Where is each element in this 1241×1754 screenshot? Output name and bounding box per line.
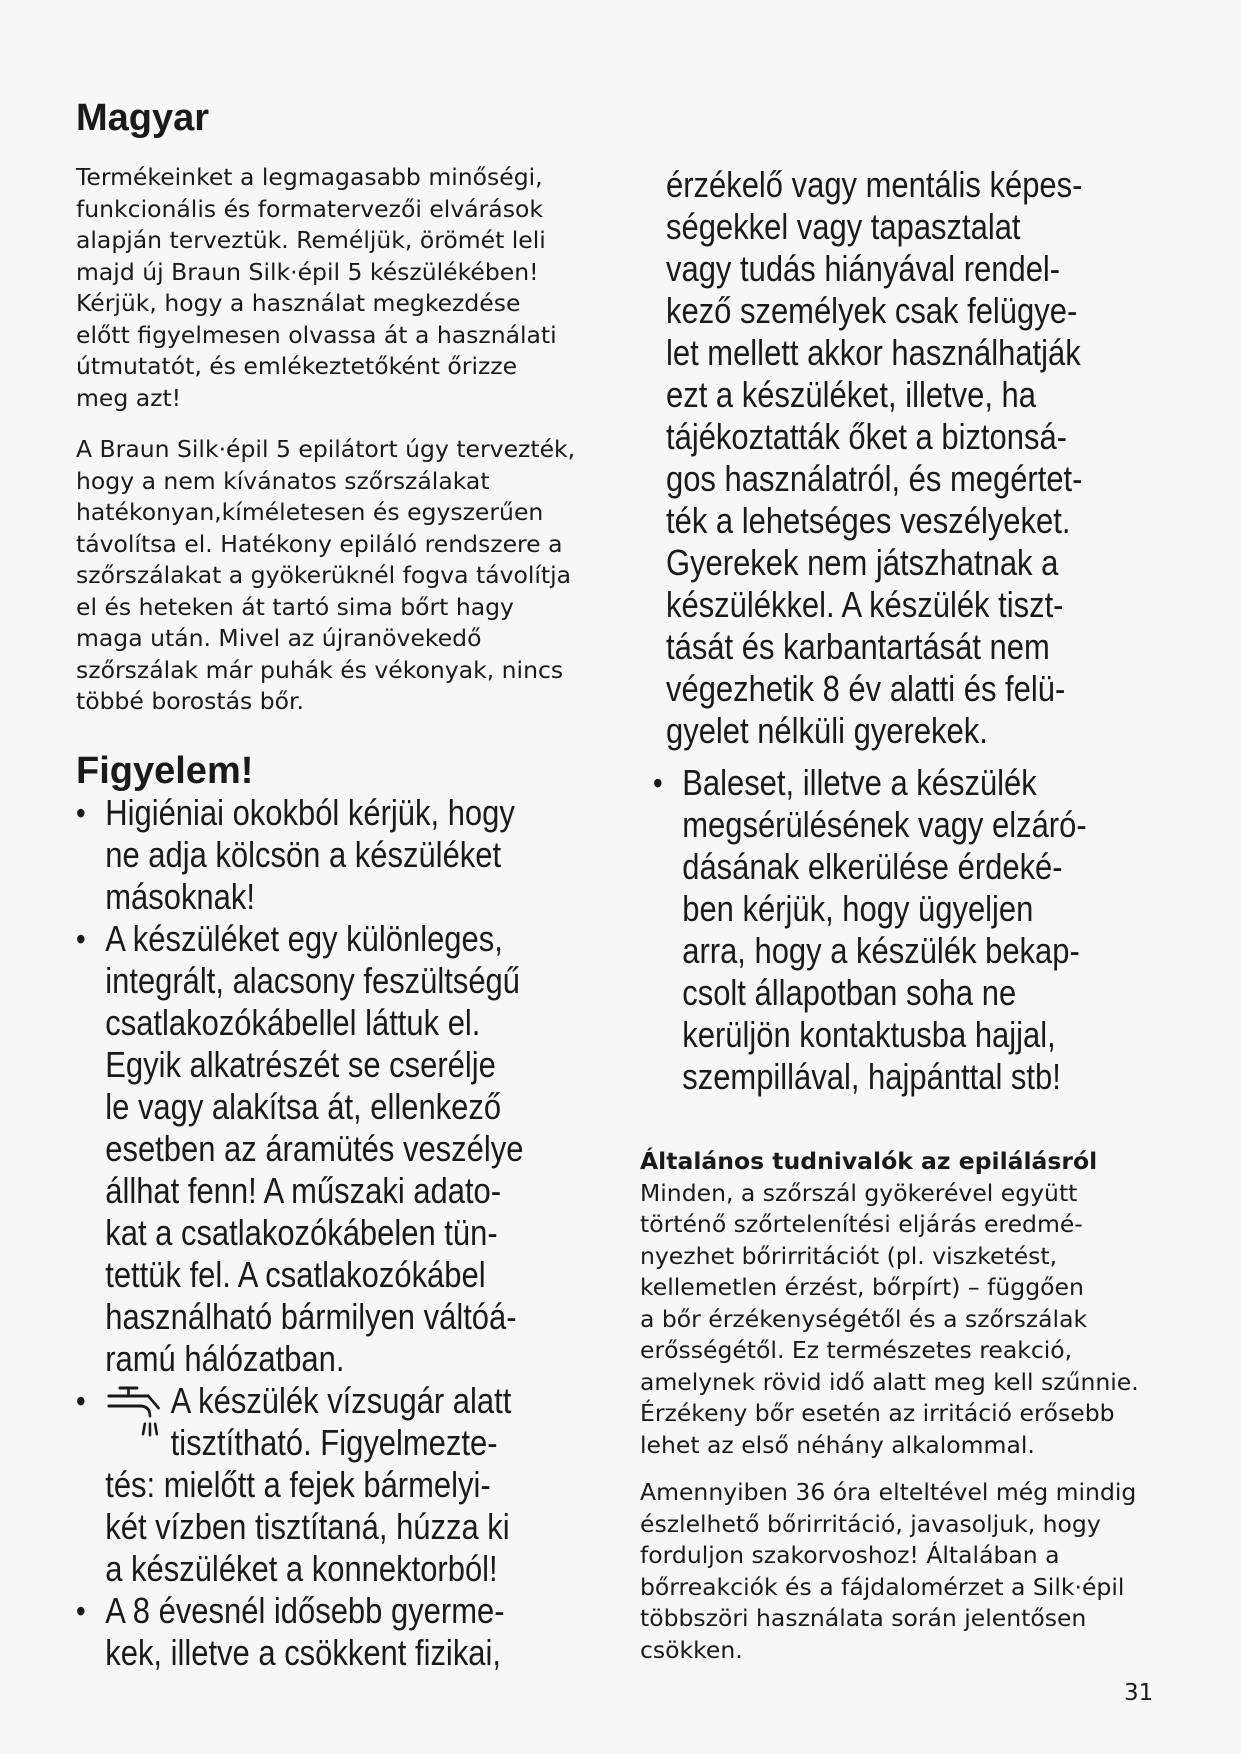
bullet-dot: • [76,921,86,957]
text-line: csökken. [640,1635,743,1664]
text-line: meg azt! [76,383,182,412]
warning-bullet-hygiene [76,792,540,918]
text-line: használható bármilyen váltóá- [105,1296,517,1337]
text-line: ne adja kölcsön a készüléket [105,834,502,875]
text-line: A készüléket egy különleges, [105,918,503,959]
warning-list-right [653,762,1135,1098]
text-line: szőrszálak már puhák és vékonyak, nincs [76,655,564,684]
text-line: Gyerekek nem játszhatnak a [666,542,1059,583]
text-line: a bőr érzékenységétől és a szőrszálak [640,1304,1088,1333]
text-line: Higiéniai okokból kérjük, hogy [105,792,515,833]
text-line: erősségétől. Ez természetes reakció, [640,1336,1073,1364]
text-line: állhat fenn! A műszaki adato- [105,1170,502,1211]
intro-paragraph-1 [76,162,616,414]
text-line: hatékonyan,kíméletesen és egyszerűen [76,498,544,526]
text-line: Baleset, illetve a készülék [682,762,1037,803]
text-line: másoknak! [105,876,255,917]
text-line: készülékkel. A készülék tiszt- [666,584,1064,625]
text-line: vagy tudás hiányával rendel- [666,248,1061,289]
text-line: tettük fel. A csatlakozókábel [105,1254,486,1295]
general-paragraph-2 [640,1477,1200,1666]
text-line: esetben az áramütés veszélye [105,1128,524,1169]
text-line: a készüléket a konnektorból! [105,1548,498,1589]
text-line: A Braun Silk·épil 5 epilátort úgy tervezték, [76,435,576,463]
warning-bullet-cable [76,918,540,1380]
text-line: tájékoztatták őket a biztonsá- [666,416,1067,457]
text-line: let mellett akkor használhatják [666,332,1081,373]
bullet-dot: • [76,1593,86,1629]
text-line: tés: mielőtt a fejek bármelyi- [105,1464,491,1505]
warning-list-left [76,792,540,1674]
text-line: szempillával, hajpánttal stb! [682,1056,1061,1097]
text-line: el és heteken át tartó sima bőrt hagy [76,592,514,621]
text-line: tását és karbantartását nem [666,626,1050,667]
text-line: történő szőrtelenítési eljárás eredmé- [640,1210,1083,1238]
text-line: kellemetlen érzést, bőrpírt) – függően [640,1273,1084,1301]
text-line: hogy a nem kívánatos szőrszálakat [76,466,490,495]
text-line: távolítsa el. Hatékony epiláló rendszere a [76,529,563,558]
text-line: Egyik alkatrészét se cserélje [105,1044,496,1085]
text-line: forduljon szakorvoshoz! Általában a [640,1541,1060,1569]
text-line: szőrszálakat a gyökerüknél fogva távolítja [76,561,572,589]
text-line: Amennyiben 36 óra elteltével még mindig [640,1478,1137,1506]
text-line: ték a lehetséges veszélyeket. [666,500,1071,541]
water-tap-icon [105,1380,163,1440]
general-paragraph-1 [640,1178,1200,1462]
text-line: nyezhet bőrirritációt (pl. viszketést, [640,1241,1058,1270]
text-line: érzékelő vagy mentális képes- [666,164,1083,205]
text-line: bőrreakciók és a fájdalomérzet a Silk·épil [640,1572,1125,1601]
page-title: Magyar [76,97,210,139]
general-info-heading: Általános tudnivalók az epilálásról [640,1147,1098,1175]
text-line: majd új Braun Silk·épil 5 készülékében! [76,257,539,286]
text-line: gos használatról, és megértet- [666,458,1083,499]
water-text [171,1380,512,1464]
text-line: gyelet nélküli gyerekek. [666,710,988,751]
general-info-section [640,1146,1200,1682]
text-line: végezhetik 8 év alatti és felü- [666,668,1066,709]
text-line: integrált, alacsony feszültségű [105,960,521,1001]
warning-heading: Figyelem! [76,750,254,792]
text-line: alapján terveztük. Reméljük, örömét leli [76,226,546,254]
text-line: többé borostás bőr. [76,687,305,715]
page-number: 31 [1124,1680,1154,1706]
text-line: lehet az első néhány alkalommal. [640,1430,1035,1459]
text-line: A készülék vízsugár alatt [170,1380,512,1421]
text-line: észlelhető bőrirritáció, javasoljuk, hogy [640,1509,1101,1538]
text-line: Minden, a szőrszál gyökerével együtt [640,1178,1078,1207]
text-line: csolt állapotban soha ne [682,972,1017,1013]
text-line: ben kérjük, hogy ügyeljen [682,888,1034,929]
text-line: tisztítható. Figyelmezte- [170,1422,498,1463]
text-line: maga után. Mivel az újranövekedő [76,624,482,652]
warning-bullet-children-continued [666,164,1148,752]
warning-bullet-water [76,1380,540,1590]
text-line: megsérülésének vagy elzáró- [682,804,1087,845]
text-line: funkcionális és formatervezői elvárások [76,194,543,223]
warning-bullet-hair [653,762,1135,1098]
text-line: Érzékeny bőr esetén az irritáció erősebb [640,1399,1115,1427]
text-line: ezt a készüléket, illetve, ha [666,374,1037,415]
text-line: előtt figyelmesen olvassa át a használati [76,320,557,349]
text-line: útmutatót, és emlékeztetőként őrizze [76,352,518,380]
text-line: kerüljön kontaktusba hajjal, [682,1014,1056,1055]
text-line: A 8 évesnél idősebb gyerme- [105,1590,505,1631]
text-line: amelynek rövid idő alatt meg kell szűnnie. [640,1367,1139,1396]
bullet-dot: • [653,765,663,801]
text-line: dásának elkerülése érdeké- [682,846,1063,887]
warning-bullet-children [76,1590,540,1674]
text-line: két vízben tisztítaná, húzza ki [105,1506,510,1547]
text-line: kező személyek csak felügye- [666,290,1078,331]
text-line: ramú hálózatban. [105,1338,345,1379]
text-line: kat a csatlakozókábelen tün- [105,1212,498,1253]
bullet-dot: • [76,1383,86,1419]
text-line: ségekkel vagy tapasztalat [666,206,1021,247]
text-line: le vagy alakítsa át, ellenkező [105,1086,502,1127]
text-line: Kérjük, hogy a használat megkezdése [76,289,521,317]
text-line: Termékeinket a legmagasabb minőségi, [76,163,543,191]
text-line: kek, illetve a csökkent fizikai, [105,1632,502,1673]
text-line: arra, hogy a készülék bekap- [682,930,1080,971]
intro-paragraph-2 [76,434,616,718]
text-line: többszöri használata során jelentősen [640,1604,1087,1632]
intro-text [76,162,616,738]
water-line [105,1380,540,1464]
text-line: csatlakozókábellel láttuk el. [105,1002,481,1043]
bullet-dot: • [76,795,86,831]
